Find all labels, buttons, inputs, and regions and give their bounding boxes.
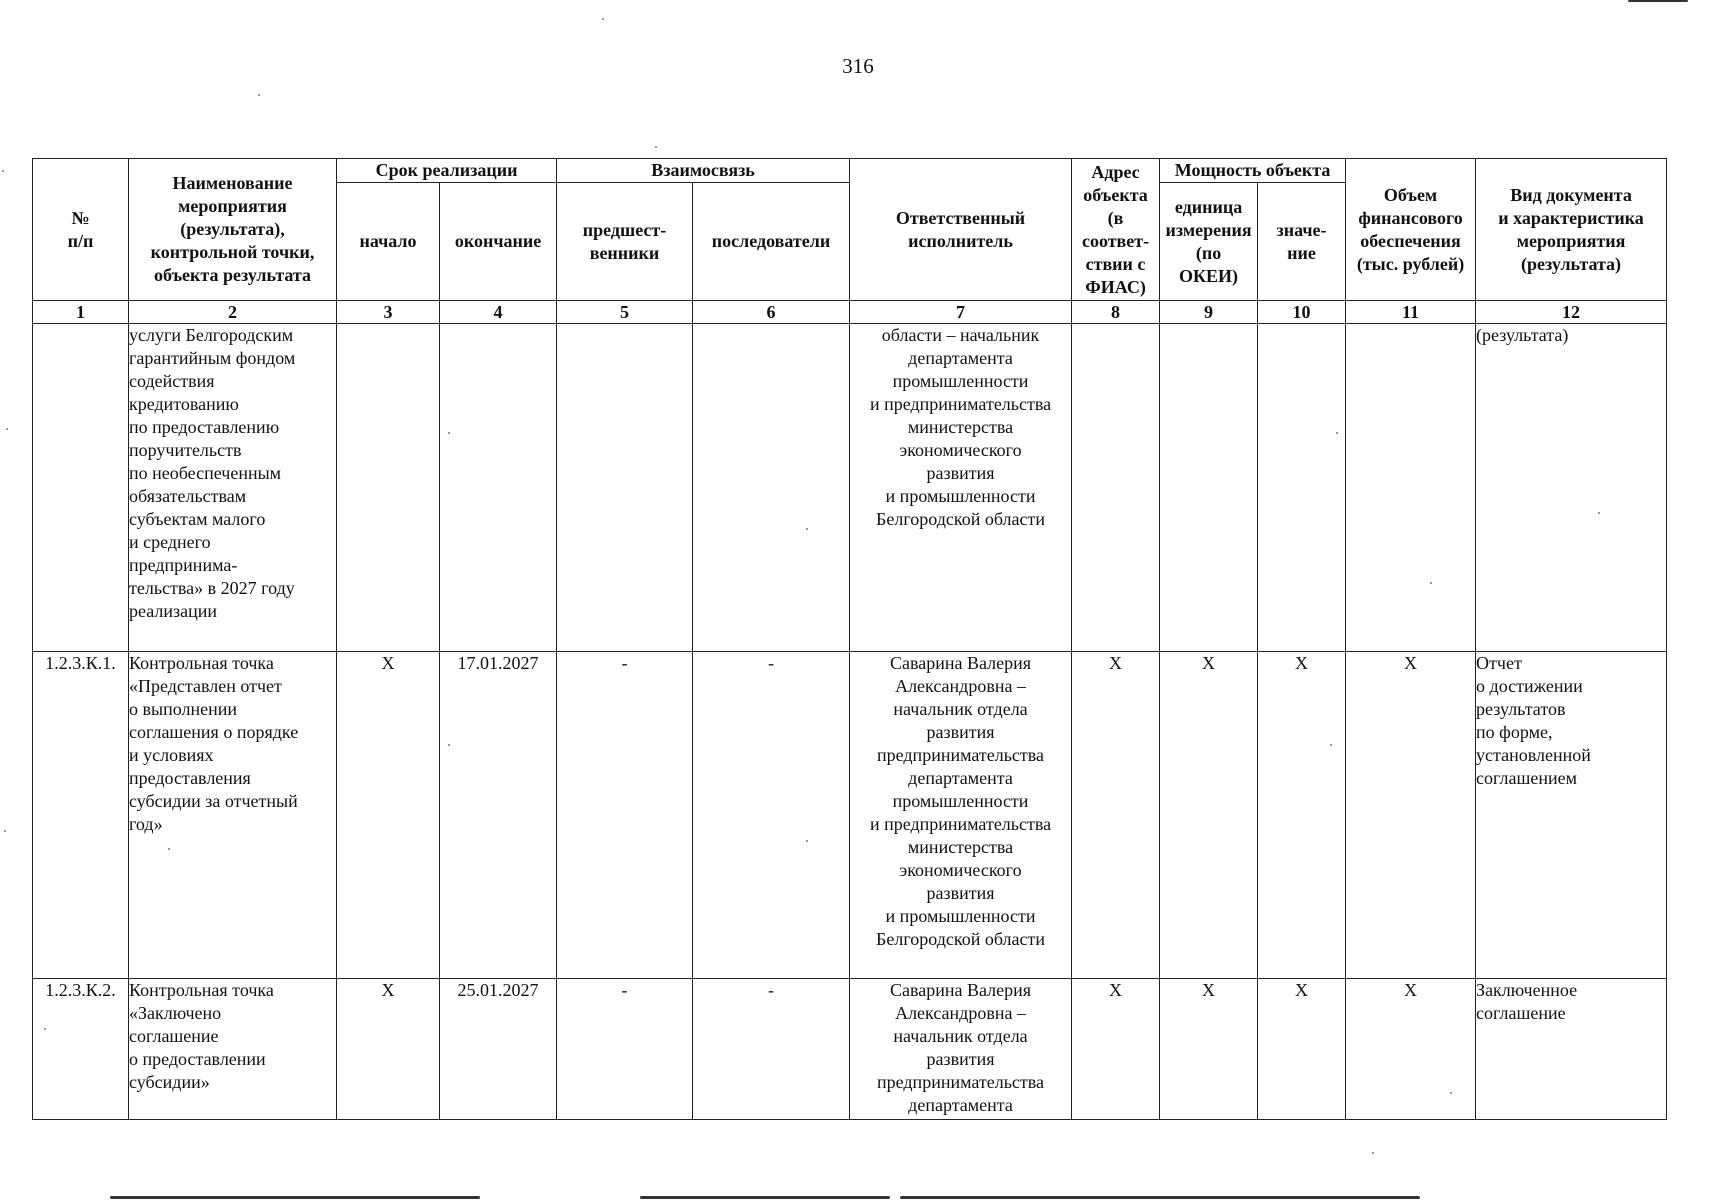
row-end: [440, 324, 557, 652]
row-responsible: области – начальник департамента промышленности и предпринимательства министерства экономического развития и промышленности Белгородской области: [850, 324, 1072, 652]
row-finance: [1346, 324, 1476, 652]
column-number: 4: [440, 301, 557, 324]
column-number: 8: [1072, 301, 1160, 324]
column-number: 11: [1346, 301, 1476, 324]
row-unit: Х: [1160, 652, 1258, 979]
header-value: значе- ние: [1258, 183, 1346, 301]
row-document: (результата): [1476, 324, 1667, 652]
header-responsible: Ответственный исполнитель: [850, 159, 1072, 301]
row-responsible: Саварина Валерия Александровна – начальник отдела развития предпринимательства департамента промышленности и предпринимательства министерства экономического развития и промышленности Белгородской области: [850, 652, 1072, 979]
column-number: 2: [129, 301, 337, 324]
header-unit: единица измерения (по ОКЕИ): [1160, 183, 1258, 301]
page-number: 316: [842, 54, 874, 78]
scan-artifact: [900, 1196, 1420, 1199]
row-document: Отчет о достижении результатов по форме, установленной соглашением: [1476, 652, 1667, 979]
column-number-row: [33, 301, 1667, 324]
header-period-group: Срок реализации: [337, 159, 557, 183]
row-address: Х: [1072, 979, 1160, 1120]
header-document: Вид документа и характеристика мероприятия (результата): [1476, 159, 1667, 301]
row-address: Х: [1072, 652, 1160, 979]
row-document: Заключенное соглашение: [1476, 979, 1667, 1120]
row-predecessors: -: [557, 979, 693, 1120]
column-number: 6: [693, 301, 850, 324]
row-name: Контрольная точка «Представлен отчет о выполнении соглашения о порядке и условиях предоставления субсидии за отчетный год»: [129, 652, 337, 979]
row-start: Х: [337, 652, 440, 979]
column-number: 10: [1258, 301, 1346, 324]
column-number: 7: [850, 301, 1072, 324]
row-name: услуги Белгородским гарантийным фондом содействия кредитованию по предоставлению поручительств по необеспеченным обязательствам субъектам малого и среднего предпринима- тельства» в 2027 году реализации: [129, 324, 337, 652]
column-number: 9: [1160, 301, 1258, 324]
row-responsible: Саварина Валерия Александровна – начальник отдела развития предпринимательства департамента: [850, 979, 1072, 1120]
table-row: [33, 979, 1667, 1120]
scan-artifact: [640, 1196, 890, 1199]
row-number: [33, 324, 129, 652]
row-number: 1.2.3.К.1.: [33, 652, 129, 979]
row-start: Х: [337, 979, 440, 1120]
row-value: Х: [1258, 652, 1346, 979]
row-successors: [693, 324, 850, 652]
header-capacity-group: Мощность объекта: [1160, 159, 1346, 183]
row-predecessors: -: [557, 652, 693, 979]
row-address: [1072, 324, 1160, 652]
header-link-group: Взаимосвязь: [557, 159, 850, 183]
column-number: 1: [33, 301, 129, 324]
row-end: 17.01.2027: [440, 652, 557, 979]
row-successors: -: [693, 652, 850, 979]
row-predecessors: [557, 324, 693, 652]
row-value: Х: [1258, 979, 1346, 1120]
header-number: № п/п: [33, 159, 129, 301]
scan-artifact: [110, 1196, 480, 1199]
table-row: [33, 324, 1667, 652]
column-number: 5: [557, 301, 693, 324]
header-start: начало: [337, 183, 440, 301]
column-number: 3: [337, 301, 440, 324]
header-successors: последователи: [693, 183, 850, 301]
activity-table: [32, 158, 1667, 1120]
row-start: [337, 324, 440, 652]
row-finance: Х: [1346, 652, 1476, 979]
header-address: Адрес объекта (в соответ- ствии с ФИАС): [1072, 159, 1160, 301]
column-number: 12: [1476, 301, 1667, 324]
header-finance: Объем финансового обеспечения (тыс. рублей): [1346, 159, 1476, 301]
table-row: [33, 652, 1667, 979]
row-value: [1258, 324, 1346, 652]
scan-artifact: [1628, 0, 1688, 2]
row-number: 1.2.3.К.2.: [33, 979, 129, 1120]
header-predecessors: предшест- венники: [557, 183, 693, 301]
row-name: Контрольная точка «Заключено соглашение о предоставлении субсидии»: [129, 979, 337, 1120]
row-finance: Х: [1346, 979, 1476, 1120]
row-end: 25.01.2027: [440, 979, 557, 1120]
header-end: окончание: [440, 183, 557, 301]
row-unit: [1160, 324, 1258, 652]
header-name: Наименование мероприятия (результата), контрольной точки, объекта результата: [129, 159, 337, 301]
row-successors: -: [693, 979, 850, 1120]
row-unit: Х: [1160, 979, 1258, 1120]
